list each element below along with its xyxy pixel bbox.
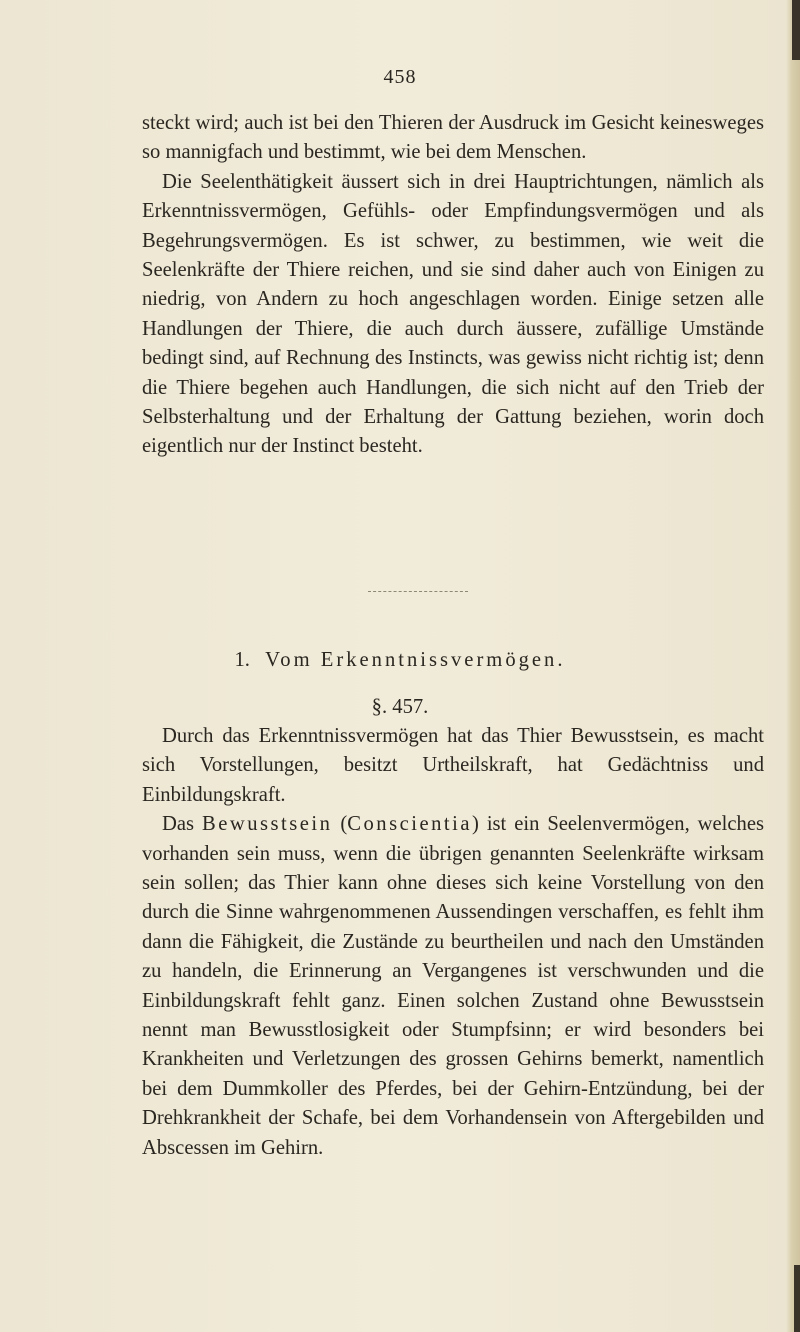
paragraph-number: §. 457. <box>371 696 429 718</box>
paragraph: steckt wird; auch ist bei den Thieren der Ausdruck im Gesicht keinesweges so mannigfach und bestimmt, wie bei dem Menschen. <box>142 112 764 164</box>
page-number: 458 <box>383 66 417 88</box>
latin-term: Conscientia <box>347 813 472 836</box>
section-heading <box>0 646 800 674</box>
heading-title: Vom Erkenntnissvermögen. <box>265 649 566 671</box>
heading-number: 1. <box>234 649 250 671</box>
section-divider <box>368 591 468 593</box>
emphasized-term: Bewusstsein <box>201 813 333 836</box>
edge-mark <box>794 1265 800 1332</box>
paragraph: Das Bewusstsein (Conscientia) ist ein Seelenvermögen, welches vorhanden sein muss, wenn die übrigen genannten Seelenkräfte wirksam sein sollen; das Thier kann ohne dieses sich keine Vorstellung von den durch die Sinne wahrgenommenen Aussendingen verschaffen, es fehlt ihm dann die Fähigkeit, die Zustände zu beurtheilen und nach den Umständen zu handeln, die Erinnerung an Vergangenes ist verschwunden und die Einbildungskraft fehlt ganz. Einen solchen Zustand ohne Bewusstsein nennt man Bewusstlosigkeit oder Stumpfsinn; er wird besonders bei Krankheiten und Verletzungen des grossen Gehirns bemerkt, namentlich bei dem Dummkoller des Pferdes, bei der Gehirn-Entzündung, bei der Drehkrankheit der Schafe, bei dem Vorhandensein von Aftergebilden und Abscessen im Gehirn. <box>142 813 764 1159</box>
edge-mark <box>792 0 800 60</box>
paragraph-start: Das <box>162 813 195 836</box>
text-block-bottom <box>142 722 764 1163</box>
text-block-top <box>142 109 764 462</box>
paragraph: Die Seelenthätigkeit äussert sich in drei Hauptrichtungen, nämlich als Erkenntnissvermögen, Gefühls- oder Empfindungsvermögen und als Begehrungsvermögen. Es ist schwer, zu bestimmen, wie weit die Seelenkräfte der Thiere reichen, und sie sind daher auch von Einigen zu niedrig, von Andern zu hoch angeschlagen worden. Einige setzen alle Handlungen der Thiere, die auch durch äussere, zufällige Umstände bedingt sind, auf Rechnung des Instincts, was gewiss nicht richtig ist; denn die Thiere begehen auch Handlungen, die sich nicht auf den Trieb der Selbsterhaltung und der Erhaltung der Gattung beziehen, worin doch eigentlich nur der Instinct besteht. <box>142 170 764 458</box>
paragraph-rest: ist ein Seelenvermögen, welches vorhanden sein muss, wenn die übrigen genannten Seelenkräfte wirksam sein sollen; das Thier kann ohne dieses sich keine Vorstellung von den durch die Sinne wahrgenommenen Aussendingen verschaffen, es fehlt ihm dann die Fähigkeit, die Zustände zu beurtheilen und nach den Umständen zu handeln, die Erinnerung an Vergangenes ist verschwunden und die Einbildungskraft fehlt ganz. Einen solchen Zustand ohne Bewusstsein nennt man Bewusstlosigkeit oder Stumpfsinn; er wird besonders bei Krankheiten und Verletzungen des grossen Gehirns bemerkt, namentlich bei dem Dummkoller des Pferdes, bei der Gehirn-Entzündung, bei der Drehkrankheit der Schafe, bei dem Vorhandensein von Aftergebilden und Abscessen im Gehirn. <box>142 813 764 1159</box>
paragraph: Durch das Erkenntnissvermögen hat das Thier Bewusstsein, es macht sich Vorstellungen, besitzt Urtheilskraft, hat Gedächtniss und Einbildungskraft. <box>142 725 764 806</box>
